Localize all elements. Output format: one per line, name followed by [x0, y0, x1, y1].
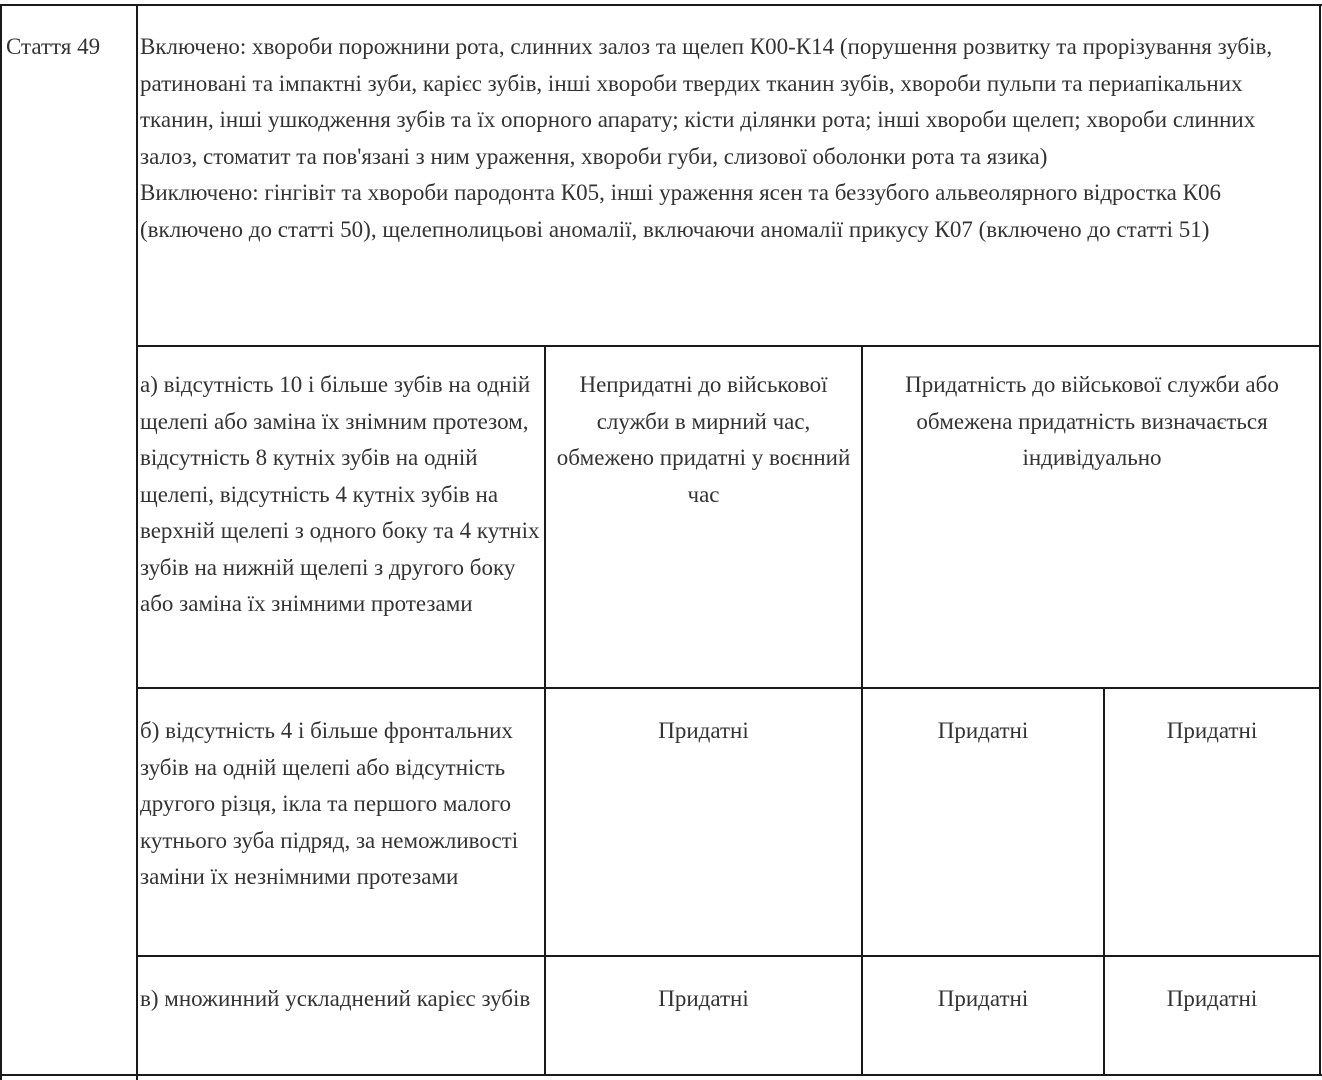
row-c-verdict-3: Придатні [1166, 986, 1258, 1011]
condition-a: а) відсутність 10 і більше зубів на одній щелепі або заміна їх знімним протезом, відсутність 8 кутніх зубів на одній щелепі, відсутність 4 кутніх зубів на верхній щелепі з одного боку та 4 кутніх зубів на нижній щелепі з другого боку або заміна їх знімними протезами [140, 372, 540, 616]
excluded-text: Виключено: гінгівіт та хвороби пародонта К05, інші ураження ясен та беззубого альвеолярного відростка К06 (включено до статті 50), щелепнолицьові аномалії, включаючи аномалії прикусу К07 (включено до статті 51) [140, 180, 1221, 242]
row-c-verdict-1: Придатні [658, 986, 749, 1011]
table-border-left [0, 4, 2, 1080]
row-a-individual-verdict: Придатність до військової служби або обмежена придатність визначається індивідуально [905, 372, 1279, 470]
condition-c: в) множинний ускладнений карієс зубів [140, 986, 531, 1011]
article-label: Стаття 49 [6, 34, 101, 59]
row-b-verdict-1: Придатні [658, 718, 749, 743]
col-divider-1 [544, 345, 546, 1076]
table-divider-article [136, 4, 138, 1080]
row-divider-c [136, 955, 1321, 957]
row-a-peacetime-verdict: Непридатні до військової служби в мирний час, обмежено придатні у воєнний час [556, 372, 851, 507]
included-text: Включено: хвороби порожнини рота, слинних залоз та щелеп К00-К14 (порушення розвитку та прорізування зубів, ратиновані та імпактні зуби, карієс зубів, інші хвороби твердих тканин зубів, хвороби пульпи та периапікальних тканин, інші ушкодження зубів та їх опорного апарату; кісти ділянки рота; інші хвороби щелеп; хвороби слинних залоз, стоматит та пов'язані з ним ураження, хвороби губи, слизової оболонки рота та язика) [140, 34, 1273, 169]
row-divider-b [136, 687, 1321, 689]
table-border-right [1319, 4, 1321, 1076]
row-b-verdict-2: Придатні [937, 718, 1029, 743]
article-description [140, 29, 1316, 248]
col-divider-2 [861, 345, 863, 1076]
col-divider-3 [1103, 687, 1105, 1076]
row-divider-a [136, 345, 1321, 347]
row-b-verdict-3: Придатні [1166, 718, 1258, 743]
table-border-bottom [0, 1074, 1322, 1076]
condition-b: б) відсутність 4 і більше фронтальних зубів на одній щелепі або відсутність другого різця, ікла та першого малого кутнього зуба підряд, за неможливості заміни їх незнімними протезами [140, 718, 519, 889]
row-c-verdict-2: Придатні [937, 986, 1029, 1011]
table-border-top [0, 4, 1322, 6]
